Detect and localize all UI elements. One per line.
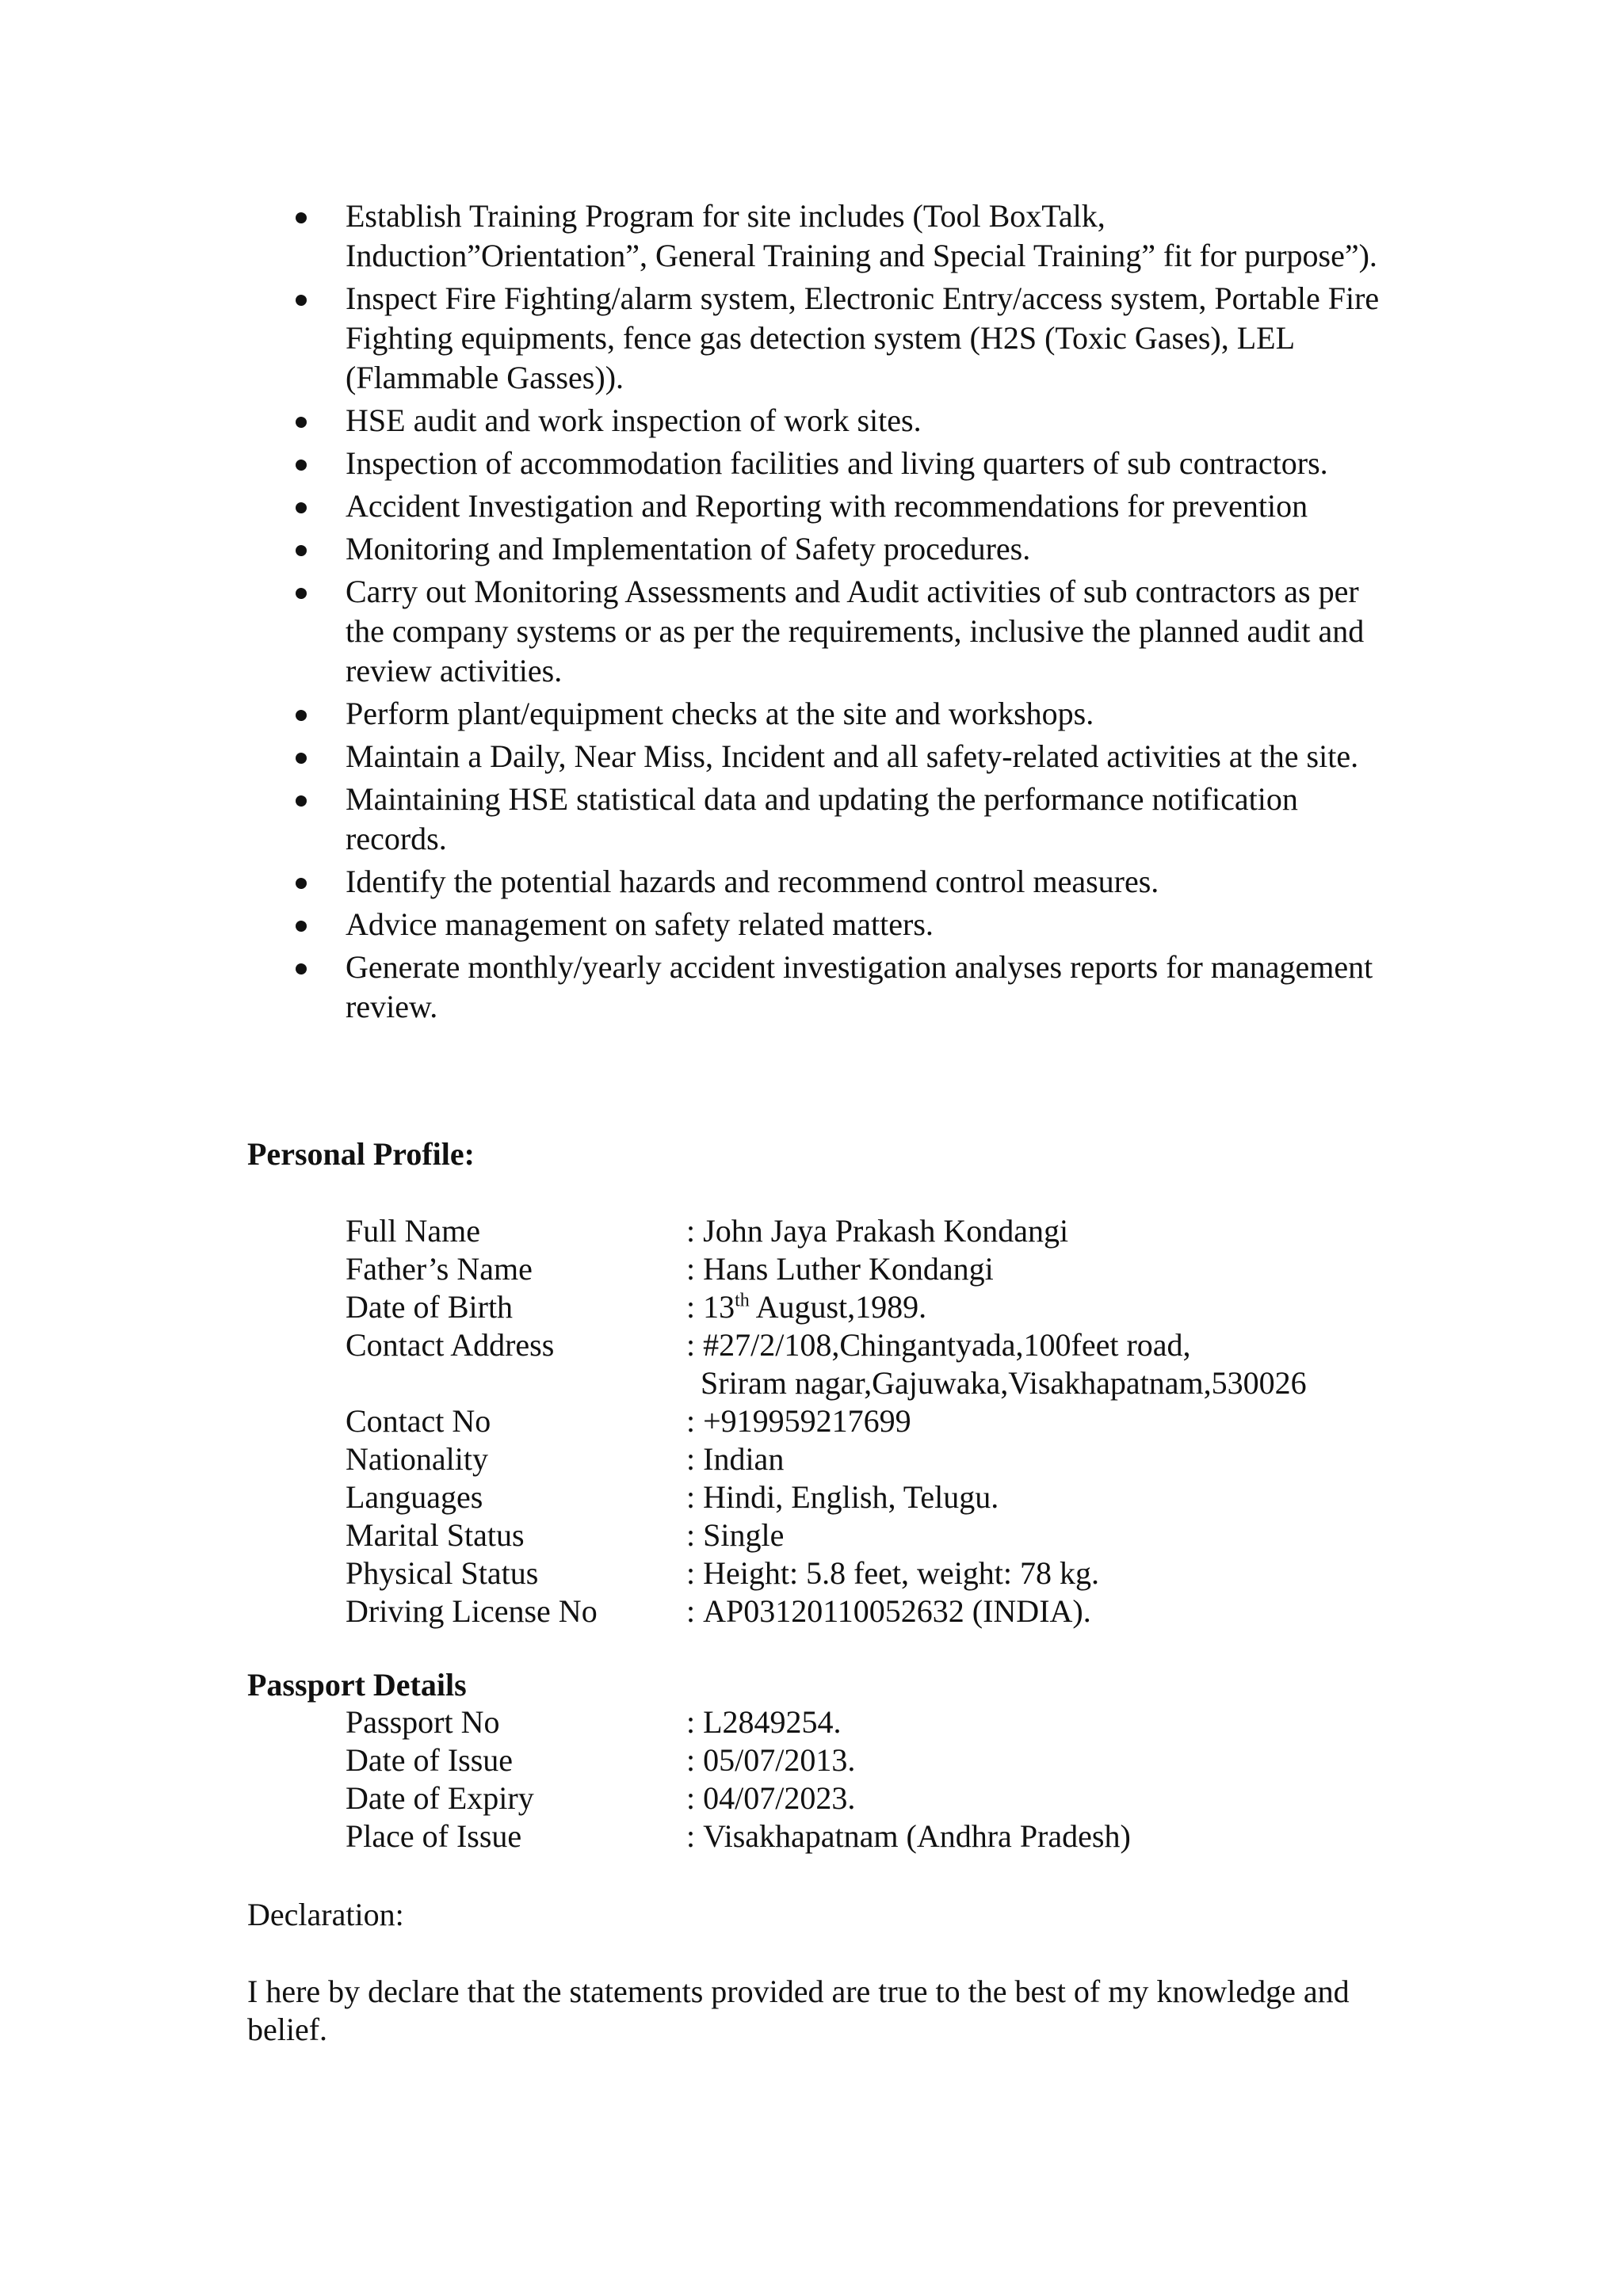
separator: : — [686, 1289, 696, 1325]
issue-place-value: Visakhapatnam (Andhra Pradesh) — [703, 1818, 1131, 1854]
separator: : — [686, 1403, 696, 1439]
personal-profile-heading: Personal Profile: — [247, 1136, 475, 1172]
separator: : — [686, 1780, 696, 1816]
separator: : — [686, 1479, 696, 1515]
separator: : — [686, 1593, 696, 1629]
address-line1: #27/2/108,Chingantyada,100feet road, — [703, 1327, 1191, 1363]
bullet-icon — [296, 921, 307, 932]
dob-day: 13 — [703, 1289, 735, 1325]
duty-text: Carry out Monitoring Assessments and Audit activities of sub contractors as per the company systems or as per the requirements, inclusive the planned audit and review activities. — [346, 574, 1365, 688]
issue-date-label: Date of Issue — [346, 1742, 514, 1778]
profile-row-address — [346, 1326, 1376, 1364]
passport-row-place — [346, 1817, 1376, 1855]
list-item — [285, 948, 1395, 1027]
issue-place-label: Place of Issue — [346, 1818, 522, 1854]
list-item — [285, 196, 1395, 276]
list-item — [285, 401, 1395, 441]
separator: : — [686, 1517, 696, 1553]
separator: : — [686, 1704, 696, 1740]
father-name-value: Hans Luther Kondangi — [703, 1251, 994, 1287]
license-value: AP03120110052632 (INDIA). — [703, 1593, 1091, 1629]
bullet-icon — [296, 417, 307, 428]
bullet-icon — [296, 502, 307, 513]
passport-table — [346, 1703, 1376, 1855]
separator: : — [686, 1251, 696, 1287]
dob-suffix: th — [735, 1290, 750, 1311]
list-item — [285, 694, 1395, 734]
profile-row-full-name — [346, 1212, 1376, 1250]
duty-text: Generate monthly/yearly accident investigation analyses reports for management review. — [346, 949, 1373, 1024]
list-item — [285, 529, 1395, 569]
full-name-value: John Jaya Prakash Kondangi — [703, 1213, 1069, 1249]
personal-profile-table — [346, 1212, 1376, 1630]
languages-value: Hindi, English, Telugu. — [703, 1479, 999, 1515]
bullet-icon — [296, 753, 307, 764]
profile-row-languages — [346, 1478, 1376, 1516]
separator: : — [686, 1818, 696, 1854]
passport-number-label: Passport No — [346, 1704, 500, 1740]
list-item — [285, 444, 1395, 483]
issue-date-value: 05/07/2013. — [703, 1742, 856, 1778]
bullet-icon — [296, 212, 307, 223]
duty-text: Perform plant/equipment checks at the site and workshops. — [346, 696, 1094, 731]
duty-text: Accident Investigation and Reporting with recommendations for prevention — [346, 488, 1308, 524]
profile-row-license — [346, 1592, 1376, 1630]
declaration-heading: Declaration: — [247, 1897, 404, 1932]
list-item — [285, 862, 1395, 902]
nationality-value: Indian — [703, 1441, 785, 1477]
separator: : — [686, 1742, 696, 1778]
marital-value: Single — [703, 1517, 785, 1553]
duty-text: HSE audit and work inspection of work sites. — [346, 402, 922, 438]
duties-list — [285, 196, 1395, 1030]
physical-label: Physical Status — [346, 1555, 539, 1591]
contact-label: Contact No — [346, 1403, 491, 1439]
languages-label: Languages — [346, 1479, 483, 1515]
duty-text: Maintain a Daily, Near Miss, Incident and all safety-related activities at the site. — [346, 738, 1359, 774]
passport-row-expiry — [346, 1779, 1376, 1817]
bullet-icon — [296, 545, 307, 556]
separator: : — [686, 1213, 696, 1249]
profile-row-father-name — [346, 1250, 1376, 1288]
duty-text: Establish Training Program for site includes (Tool BoxTalk, Induction”Orientation”, General Training and Special Training” fit for purpose”). — [346, 198, 1377, 273]
bullet-icon — [296, 588, 307, 599]
duty-text: Advice management on safety related matters. — [346, 906, 934, 942]
list-item — [285, 572, 1395, 691]
father-name-label: Father’s Name — [346, 1251, 533, 1287]
address-line2: Sriram nagar,Gajuwaka,Visakhapatnam,530026 — [701, 1365, 1307, 1401]
passport-row-number — [346, 1703, 1376, 1741]
declaration-text: I here by declare that the statements provided are true to the best of my knowledge and belief. — [247, 1974, 1350, 2047]
list-item — [285, 737, 1395, 776]
dob-label: Date of Birth — [346, 1289, 514, 1325]
duty-text: Inspection of accommodation facilities and living quarters of sub contractors. — [346, 445, 1328, 481]
passport-heading: Passport Details — [247, 1667, 467, 1703]
list-item — [285, 780, 1395, 859]
passport-number-value: L2849254. — [703, 1704, 842, 1740]
profile-row-nationality — [346, 1440, 1376, 1478]
duty-text: Monitoring and Implementation of Safety procedures. — [346, 531, 1031, 566]
expiry-date-value: 04/07/2023. — [703, 1780, 856, 1816]
dob-rest: August,1989. — [749, 1289, 927, 1325]
physical-value: Height: 5.8 feet, weight: 78 kg. — [703, 1555, 1100, 1591]
license-label: Driving License No — [346, 1593, 598, 1629]
marital-label: Marital Status — [346, 1517, 525, 1553]
bullet-icon — [296, 460, 307, 471]
list-item — [285, 905, 1395, 944]
contact-value: +919959217699 — [703, 1403, 911, 1439]
profile-row-address-cont — [346, 1364, 1376, 1402]
bullet-icon — [296, 710, 307, 721]
list-item — [285, 279, 1395, 398]
nationality-label: Nationality — [346, 1441, 488, 1477]
duty-text: Identify the potential hazards and recommend control measures. — [346, 864, 1159, 899]
profile-row-dob — [346, 1288, 1376, 1326]
profile-row-marital — [346, 1516, 1376, 1554]
bullet-icon — [296, 963, 307, 974]
bullet-icon — [296, 295, 307, 306]
address-label: Contact Address — [346, 1327, 555, 1363]
list-item — [285, 486, 1395, 526]
expiry-date-label: Date of Expiry — [346, 1780, 534, 1816]
full-name-label: Full Name — [346, 1213, 480, 1249]
bullet-icon — [296, 795, 307, 807]
profile-row-contact — [346, 1402, 1376, 1440]
separator: : — [686, 1555, 696, 1591]
profile-row-physical — [346, 1554, 1376, 1592]
duty-text: Maintaining HSE statistical data and updating the performance notification records. — [346, 781, 1298, 856]
bullet-icon — [296, 878, 307, 889]
passport-row-issue — [346, 1741, 1376, 1779]
separator: : — [686, 1441, 696, 1477]
duty-text: Inspect Fire Fighting/alarm system, Electronic Entry/access system, Portable Fire Fighting equipments, fence gas detection system (H2S (Toxic Gases), LEL (Flammable Gasses)). — [346, 280, 1380, 395]
separator: : — [686, 1327, 696, 1363]
